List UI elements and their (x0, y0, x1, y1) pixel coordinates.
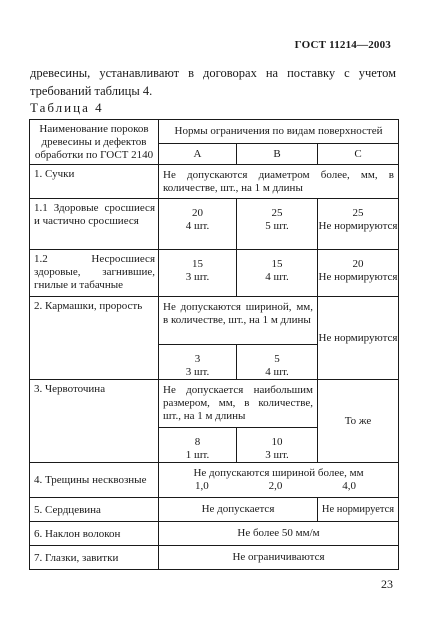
cell-a: 8 1 шт. (159, 428, 237, 463)
wormholes-norm-text: Не допускается наибольшим размером, мм, в количестве, шт., на 1 м длины (159, 380, 318, 428)
cell-b: 15 4 шт. (237, 250, 318, 297)
row-label-pith: 5. Сердцевина (30, 498, 159, 522)
cell-a: 20 4 шт. (159, 199, 237, 250)
cell-a: 1,0 (195, 480, 209, 492)
header-col-b: B (237, 144, 318, 165)
cell-b: 10 3 шт. (237, 428, 318, 463)
grain-slope-norm-text: Не более 50 мм/м (159, 522, 399, 546)
header-norms: Нормы ограничения по видам поверхностей (159, 120, 399, 144)
row-label-eyes: 7. Глазки, завитки (30, 546, 159, 570)
cell-b: 25 5 шт. (237, 199, 318, 250)
cell-b: 2,0 (268, 480, 283, 492)
header-col-a: A (159, 144, 237, 165)
cell-a: 15 3 шт. (159, 250, 237, 297)
pockets-norm-text: Не допускаются шириной, мм, в количестве, шт., на 1 м длины (159, 297, 318, 345)
defects-table (29, 119, 399, 570)
cell-a: 3 3 шт. (159, 345, 237, 380)
document-header: ГОСТ 11214—2003 (294, 39, 391, 51)
intro-paragraph: древесины, устанавливают в договорах на поставку с учетом требований таблицы 4. (30, 66, 396, 98)
cell-ab: Не допускается (159, 498, 318, 522)
cell-c: 4,0 (342, 480, 356, 492)
cell-c: То же (318, 380, 399, 463)
cell-c: Не нормируются (318, 297, 399, 380)
page-number: 23 (381, 577, 393, 591)
cell-c: Не нормируется (318, 498, 399, 522)
table-caption: Таблица 4 (30, 100, 104, 115)
cracks-values (163, 480, 394, 493)
row-label-knots: 1. Сучки (30, 165, 159, 199)
row-label-grain-slope: 6. Наклон волокон (30, 522, 159, 546)
knots-norm-text: Не допускаются диаметром более, мм, в количестве, шт., на 1 м длины (159, 165, 399, 199)
row-label-sound-knots: 1.1 Здоровые сросшиеся и частично сросшиеся (30, 199, 159, 250)
row-label-pockets: 2. Кармашки, прорость (30, 297, 159, 380)
header-col-c: C (318, 144, 399, 165)
cell-c: 25 Не нормируются (318, 199, 399, 250)
row-label-unsound-knots: 1.2 Несросшиеся здоровые, загнившие, гнилые и табачные (30, 250, 159, 297)
cracks-norm-text: Не допускаются шириной более, мм (193, 467, 364, 479)
eyes-norm-text: Не ограничиваются (159, 546, 399, 570)
cracks-norm-cell (159, 463, 399, 498)
cell-c: 20 Не нормируются (318, 250, 399, 297)
row-label-cracks: 4. Трещины несквозные (30, 463, 159, 498)
cell-b: 5 4 шт. (237, 345, 318, 380)
header-defect-name: Наименование пороков древесины и дефектов обработки по ГОСТ 2140 (30, 120, 159, 165)
row-label-wormholes: 3. Червоточина (30, 380, 159, 463)
